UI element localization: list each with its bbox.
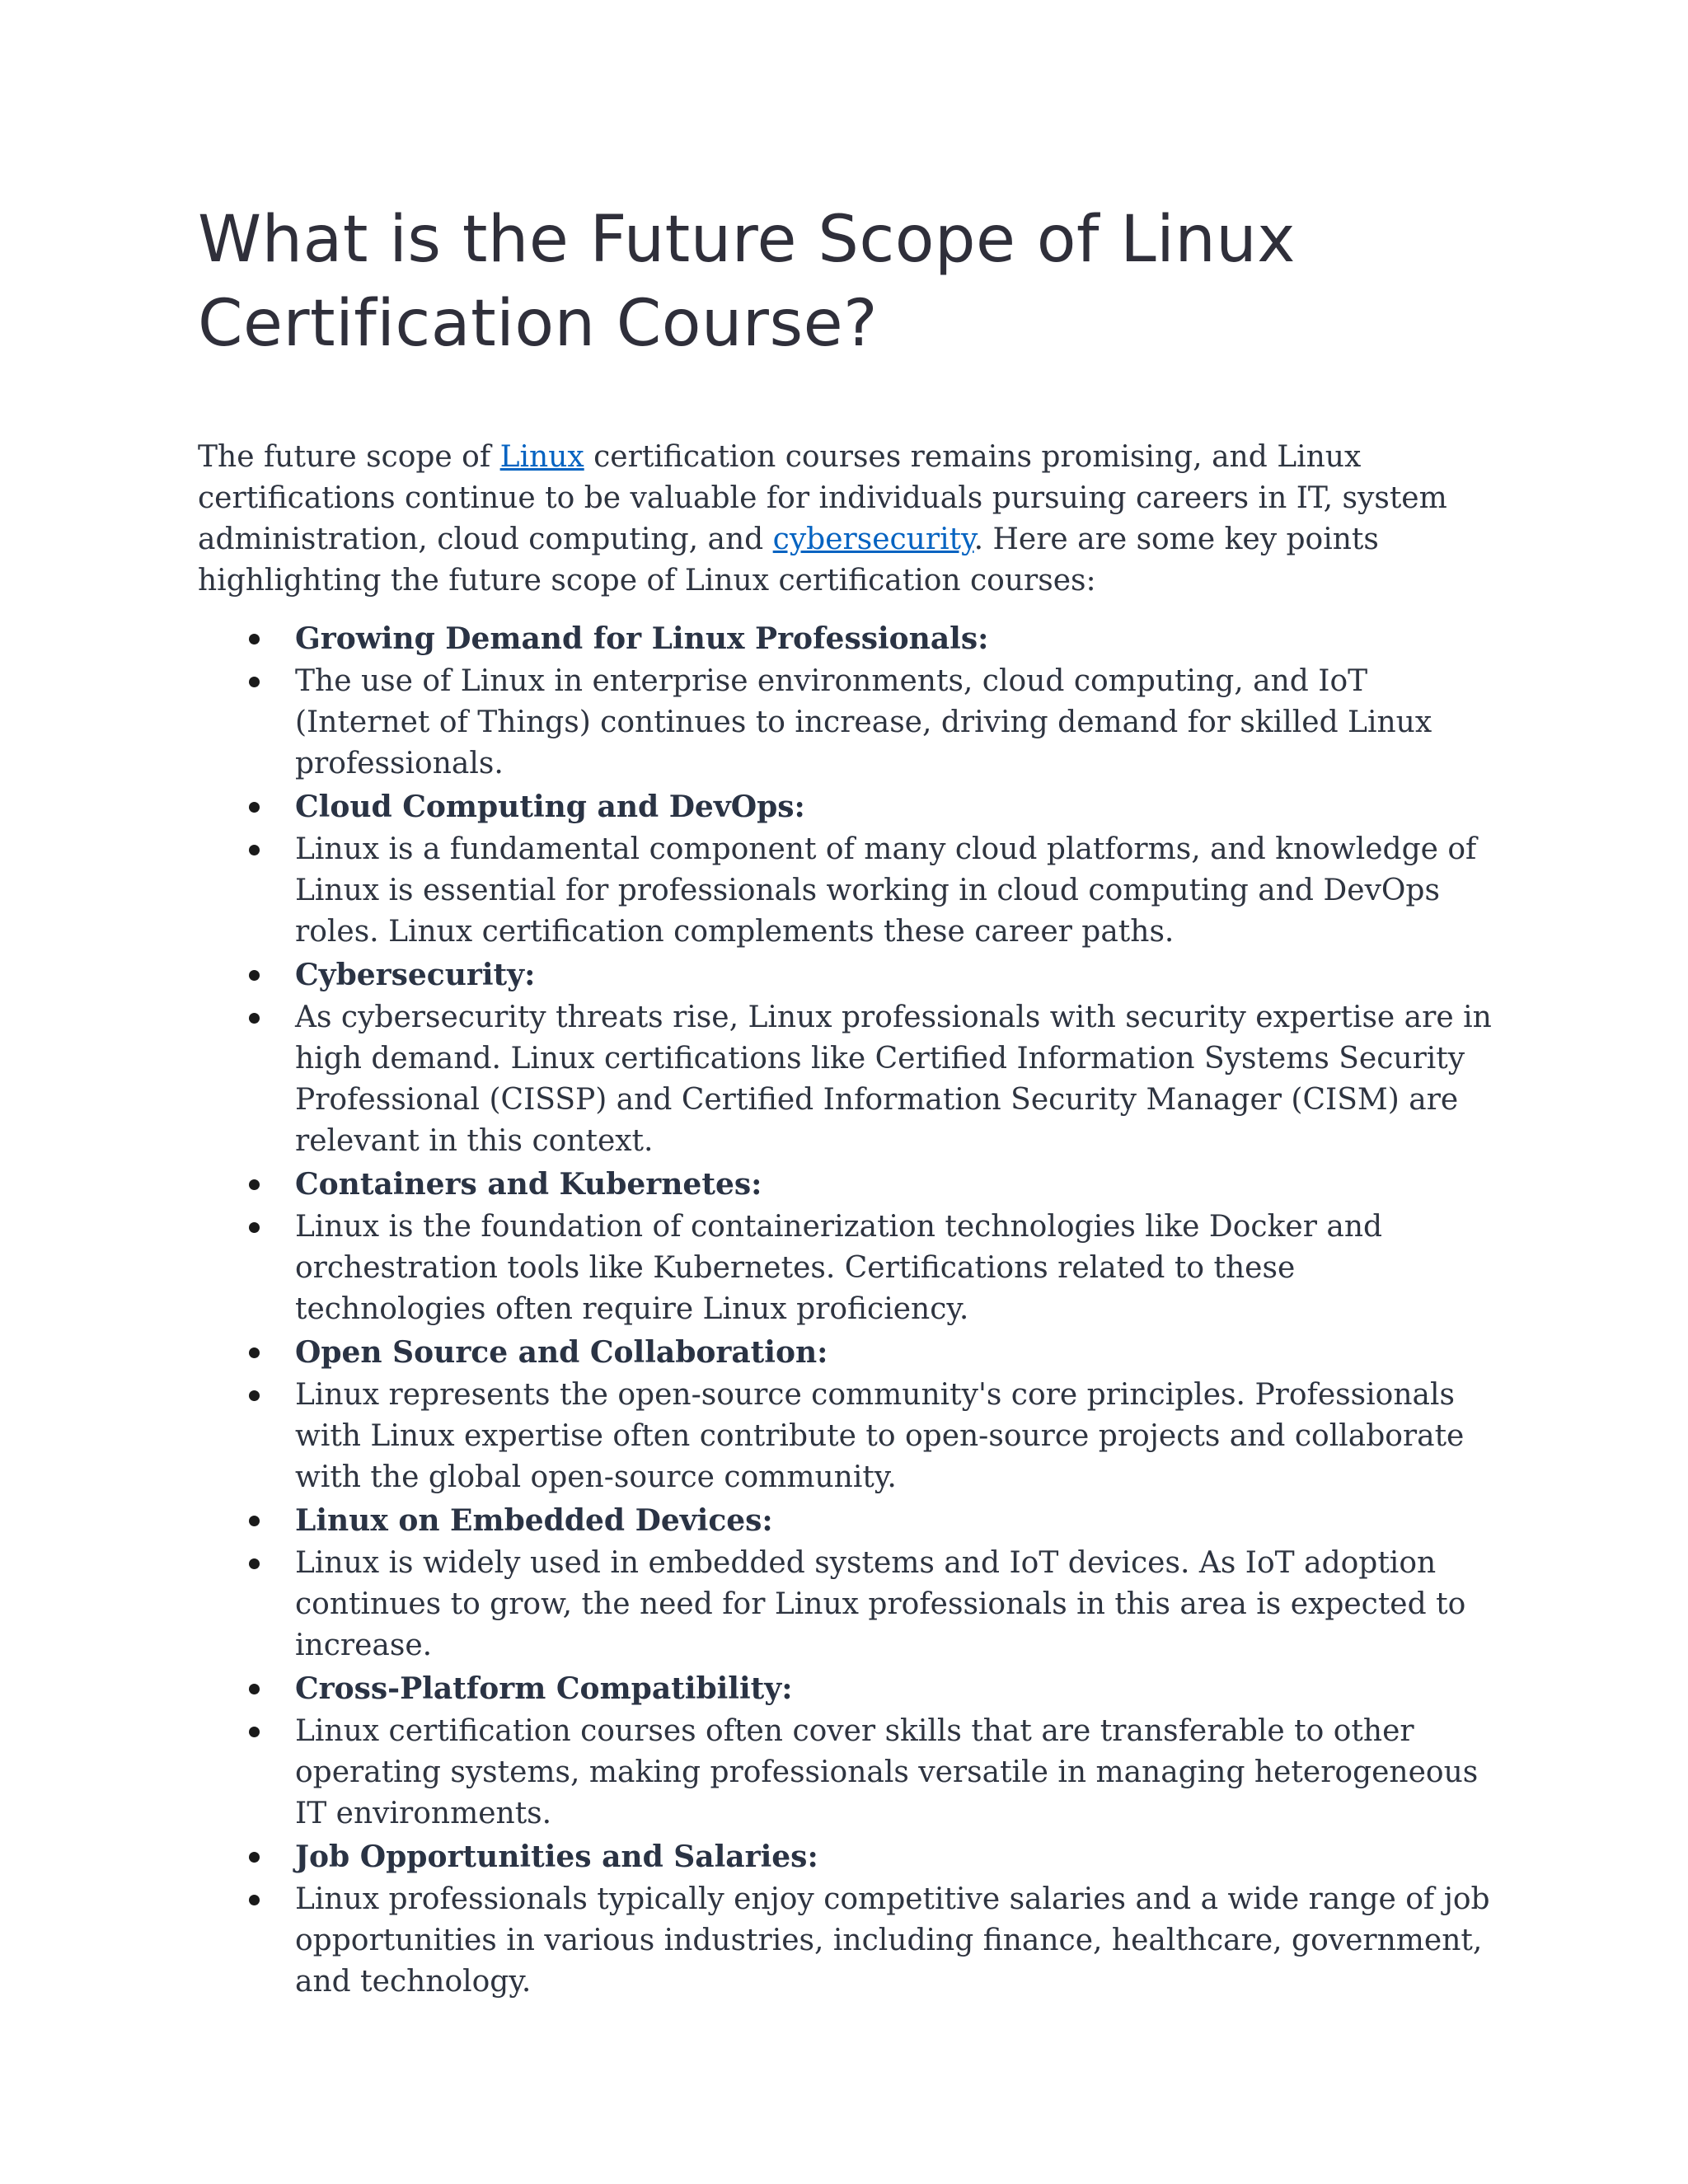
list-item-text: Cross-Platform Compatibility: bbox=[295, 1671, 793, 1706]
bullet-icon bbox=[249, 1516, 260, 1526]
list-item bbox=[198, 1543, 1492, 1666]
document-page bbox=[198, 198, 1492, 2004]
bullet-icon bbox=[249, 1558, 260, 1569]
bullet-icon bbox=[249, 1727, 260, 1737]
list-item-text: The use of Linux in enterprise environments, cloud computing, and IoT (Internet of Things) continues to increase, driving demand for skilled Linux professionals. bbox=[295, 664, 1432, 780]
list-item-text: Containers and Kubernetes: bbox=[295, 1167, 762, 1202]
bullet-icon bbox=[249, 634, 260, 644]
list-item-heading bbox=[198, 1332, 1492, 1373]
list-item-heading bbox=[198, 1164, 1492, 1205]
list-item-heading bbox=[198, 954, 1492, 996]
list-item bbox=[198, 829, 1492, 953]
intro-text-middle: certification courses remains promising, and Linux certifications continue to be valuable for individuals pursuing careers in IT, system administration, cloud computing, and bbox=[198, 440, 1447, 556]
bullet-icon bbox=[249, 1852, 260, 1863]
list-item-text: Linux on Embedded Devices: bbox=[295, 1503, 773, 1538]
list-item-heading bbox=[198, 1500, 1492, 1541]
list-item bbox=[198, 997, 1492, 1162]
list-item-text: Growing Demand for Linux Professionals: bbox=[295, 621, 989, 656]
bullet-icon bbox=[249, 1222, 260, 1233]
list-item-text: Linux professionals typically enjoy competitive salaries and a wide range of job opportunities in various industries, including finance, healthcare, government, and technology. bbox=[295, 1882, 1490, 1999]
bullet-icon bbox=[249, 1390, 260, 1401]
bullet-icon bbox=[249, 845, 260, 855]
list-item-heading bbox=[198, 786, 1492, 827]
list-item-text: Open Source and Collaboration: bbox=[295, 1335, 828, 1370]
list-item-text: Cybersecurity: bbox=[295, 958, 536, 992]
list-item-text: Cloud Computing and DevOps: bbox=[295, 790, 805, 824]
bullet-icon bbox=[249, 1684, 260, 1694]
key-points-list bbox=[198, 618, 1492, 2003]
list-item-heading bbox=[198, 1668, 1492, 1709]
list-item-text: Linux is a fundamental component of many cloud platforms, and knowledge of Linux is essential for professionals working in cloud computing and DevOps roles. Linux certification complements these career paths. bbox=[295, 832, 1477, 949]
bullet-icon bbox=[249, 1013, 260, 1024]
bullet-icon bbox=[249, 677, 260, 687]
intro-text-end: . Here are some key points highlighting the future scope of Linux certification courses: bbox=[198, 523, 1379, 598]
linux-link[interactable]: Linux bbox=[499, 440, 584, 474]
list-item-text: Linux is widely used in embedded systems and IoT devices. As IoT adoption continues to grow, the need for Linux professionals in this area is expected to increase. bbox=[295, 1546, 1466, 1662]
list-item bbox=[198, 1879, 1492, 2003]
list-item bbox=[198, 1207, 1492, 1330]
list-item-heading bbox=[198, 1836, 1492, 1877]
bullet-icon bbox=[249, 1895, 260, 1905]
list-item-text: Linux certification courses often cover skills that are transferable to other operating systems, making professionals versatile in managing heterogeneous IT environments. bbox=[295, 1714, 1479, 1830]
bullet-icon bbox=[249, 970, 260, 981]
list-item-heading bbox=[198, 618, 1492, 659]
intro-text-start: The future scope of bbox=[198, 440, 500, 474]
intro-paragraph bbox=[198, 437, 1492, 602]
list-item bbox=[198, 1375, 1492, 1498]
list-item-text: As cybersecurity threats rise, Linux professionals with security expertise are in high demand. Linux certifications like Certified Information Systems Security Professional (CISSP) and Certified Information Security Manager (CISM) are relevant in this context. bbox=[295, 1001, 1492, 1158]
bullet-icon bbox=[249, 1179, 260, 1190]
list-item-text: Linux represents the open-source community's core principles. Professionals with Linux expertise often contribute to open-source projects and collaborate with the global open-source community. bbox=[295, 1378, 1465, 1494]
list-item-text: Linux is the foundation of containerization technologies like Docker and orchestration tools like Kubernetes. Certifications related to these technologies often require Linux proficiency. bbox=[295, 1210, 1383, 1326]
bullet-icon bbox=[249, 1347, 260, 1358]
page-title: What is the Future Scope of Linux Certification Course? bbox=[198, 203, 1296, 361]
bullet-icon bbox=[249, 802, 260, 813]
list-item bbox=[198, 661, 1492, 785]
cybersecurity-link[interactable]: cybersecurity bbox=[772, 523, 974, 556]
list-item bbox=[198, 1711, 1492, 1835]
list-item-text: Job Opportunities and Salaries: bbox=[295, 1840, 818, 1874]
